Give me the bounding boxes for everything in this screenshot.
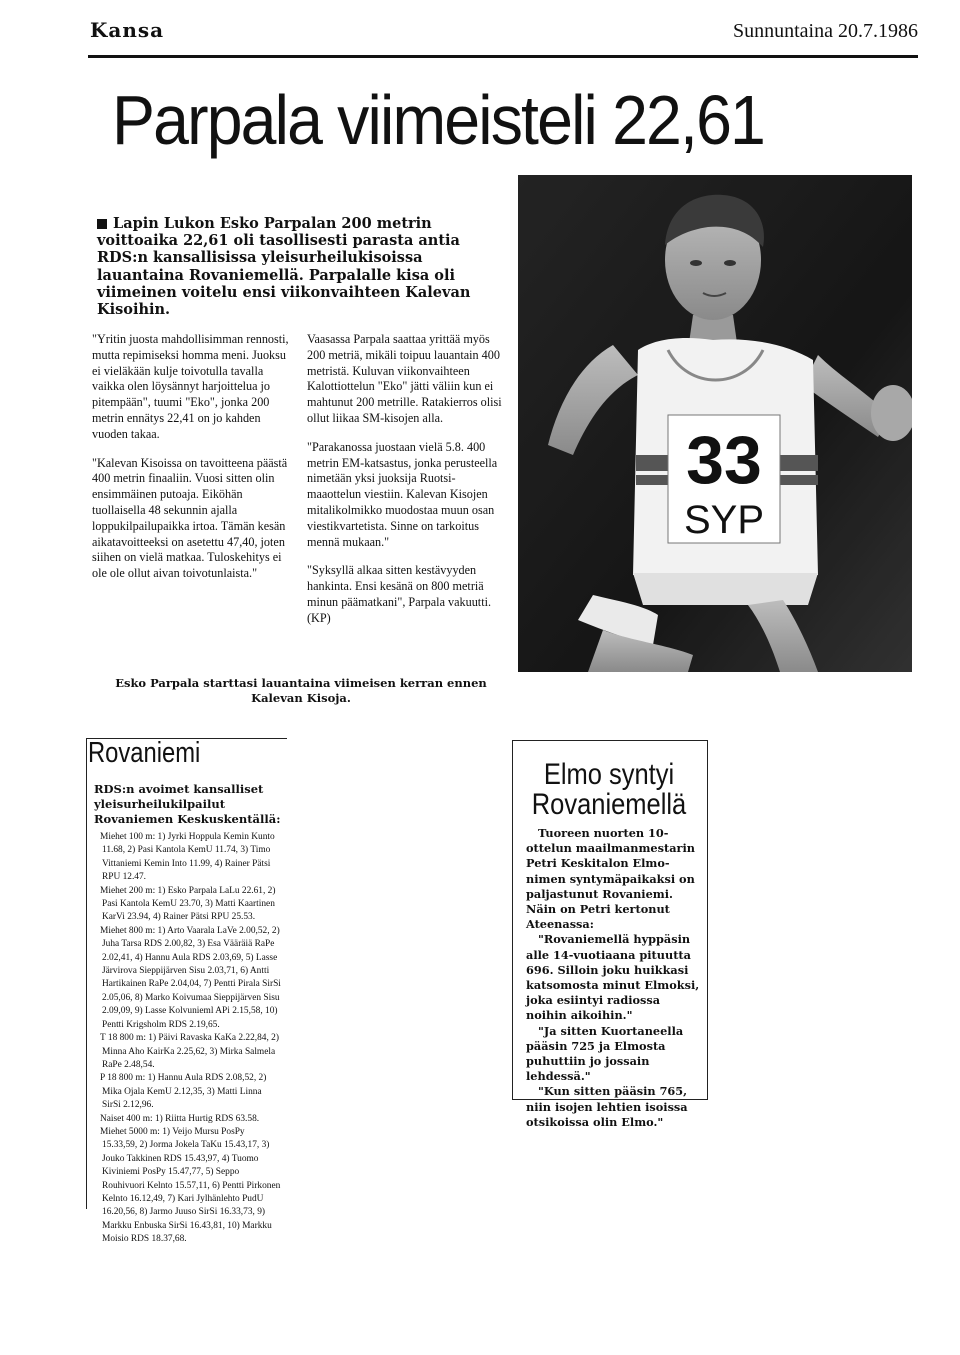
results-heading: RDS:n avoimet kansalliset yleisurheilukilpailut Rovaniemen Keskuskentällä: [94,782,281,826]
bullet-square-icon [97,219,107,229]
paragraph: "Kun sitten pääsin 765, niin isojen lehtien isoissa otsikoissa olin Elmo." [526,1084,688,1129]
list-item: T 18 800 m: 1) Päivi Ravaska KaKa 2.22,84, 2) Minna Aho KairKa 2.25,62, 3) Mirka Salmela RaPe 2.48,54. [100,1033,279,1070]
masthead-rule [88,55,918,58]
list-item: Naiset 400 m: 1) Riitta Hurtig RDS 63.58. [100,1113,260,1124]
article-lead [97,215,497,318]
article-headline: Parpala viimeisteli 22,61 [112,81,765,159]
results-section-title: Rovaniemi [88,737,201,769]
newspaper-masthead: Kansa [90,18,165,42]
bib-number: 33 [686,422,762,498]
photo-caption: Esko Parpala starttasi lauantaina viimeisen kerran ennen Kalevan Kisoja. [115,676,487,705]
list-item: Miehet 200 m: 1) Esko Parpala LaLu 22.61, 2) Pasi Kantola KemU 23.70, 3) Matti Kaartinen KarVi 23.94, 4) Rainer Pätsi RPU 25.53. [100,885,276,923]
sidebar-text [526,826,702,1130]
issue-date: Sunnuntaina 20.7.1986 [733,20,918,42]
paragraph: "Syksyllä alkaa sitten kestävyyden hankinta. Ensi kesänä on 800 metriä minun päämatkani", Parpala vakuutti. (KP) [307,563,492,625]
runner-photo [518,175,912,672]
results-list [94,782,282,1247]
lead-text: Lapin Lukon Esko Parpalan 200 metrin voittoaika 22,61 oli tasollisesti parasta antia RDS:n kansallisissa yleisurheilukisoissa lauantaina Rovaniemellä. Parpalalle kisa oli viimeinen voitelu ensi viikonvaihteen Kalevan Kisoihin. [97,215,471,319]
list-item: Miehet 800 m: 1) Arto Vaarala LaVe 2.00,52, 2) Juha Tarsa RDS 2.00,82, 3) Esa Vääräiä RaPe 2.02,41, 4) Hannu Aula RDS 2.03,69, 5) Lasse Järvirova Sieppijärven Sisu 2.03,71, 6) Antti Hartikainen RaPe 2.04,04, 7) Pentti Pirala SirSi 2.05,06, 8) Marko Koivumaa Sieppijärven Sisu 2.09,09, 9) Lasse Kolvunieml APi 2.15,58, 10) Pentti Krigsholm RDS 2.19,65. [100,925,281,1030]
paragraph: "Kalevan Kisoissa on tavoitteena päästä 400 metrin finaaliin. Vuosi sitten olin ensimmäinen putoaja. Eiköhän tuollaisella 48 sekunnin ajalla loppukilpailupaikka irtoa. Tämän kesän aikatavoitteeksi on asetettu 47,40, joten siihen on vielä matkaa. Tuloskehitys ei ole ole ollut aivan toivotunlaista." [92,455,288,581]
paragraph: Tuoreen nuorten 10-ottelun maailmanmestarin Petri Keskitalon Elmo-nimen syntymäpaikaksi on paljastunut Rovaniemi. Näin on Petri kertonut Ateenassa: [526,826,695,932]
bib-sponsor: SYP [683,498,765,542]
paragraph: "Ja sitten Kuortaneella pääsin 725 ja Elmosta puhuttiin jo jossain lehdessä." [526,1023,684,1084]
list-item: Miehet 5000 m: 1) Veijo Mursu PosPy 15.33,59, 2) Jorma Jokela TaKu 15.43,17, 3) Jouko Takkinen RDS 15.43,97, 4) Tuomo Kiviniemi PosPy 15.47,77, 5) Seppo Rouhivuori Kelnto 15.57,11, 6) Pentti Pirkonen Kelnto 16.12,49, 7) Kari Jylhänlehto PudU 16.20,56, 8) Jarmo Juuso SirSi 16.33,73, 9) Markku Enbuska SirSi 16.43,81, 10) Markku Moisio RDS 18.37,68. [100,1126,281,1245]
article-column-1 [92,332,292,595]
list-item: Miehet 100 m: 1) Jyrki Hoppula Kemin Kunto 11.68, 2) Pasi Kantola KemU 11.74, 3) Timo Vittaniemi Kemin Into 11.99, 4) Rainer Pätsi RPU 12.47. [100,832,275,883]
paragraph: Vaasassa Parpala saattaa yrittää myös 200 metriä, mikäli toipuu lauantain 400 metristä. Kuluvan viikonvaihteen Kalottiottelun "Eko" jätti väliin kun ei mahtunut 200 metrille. Ratakierros olisi ollut liikaa SM-kisojen alla. [307,332,502,425]
paragraph: "Yritin juosta mahdollisimman rennosti, mutta repimiseksi homma meni. Juoksu ei vieläkään kulje toivotulla tavalla vaikka olen löysännyt harjoittelua jo pitempään", tuumi "Eko", jonka 200 metrin ennätys 22,41 on jo kahden vuoden takaa. [92,332,289,441]
paragraph: "Parakanossa juostaan vielä 5.8. 400 metrin EM-katsastus, jonka perusteella nimetään yksi juoksija Ruotsi-maaottelun viestiin. Kalevan Kisojen mitalikolmikko muodostaa muun osan viestikvartetista. Sinne on tarkoitus mennä mukaan." [307,439,498,549]
article-column-2 [307,332,503,640]
sidebar-title: Elmo syntyi Rovaniemellä [531,758,687,821]
runner-shorts [633,573,818,605]
paragraph: "Rovaniemellä hyppäsin alle 14-vuotiaana pituutta 696. Silloin joku huikkasi katsomosta minut Elmoksi, joka esiintyi radiossa noihin aikoihin." [526,932,700,1023]
list-item: P 18 800 m: 1) Hannu Aula RDS 2.08,52, 2) Mika Ojala KemU 2.12,35, 3) Matti Linna SirSi 2.12,96. [100,1073,267,1111]
